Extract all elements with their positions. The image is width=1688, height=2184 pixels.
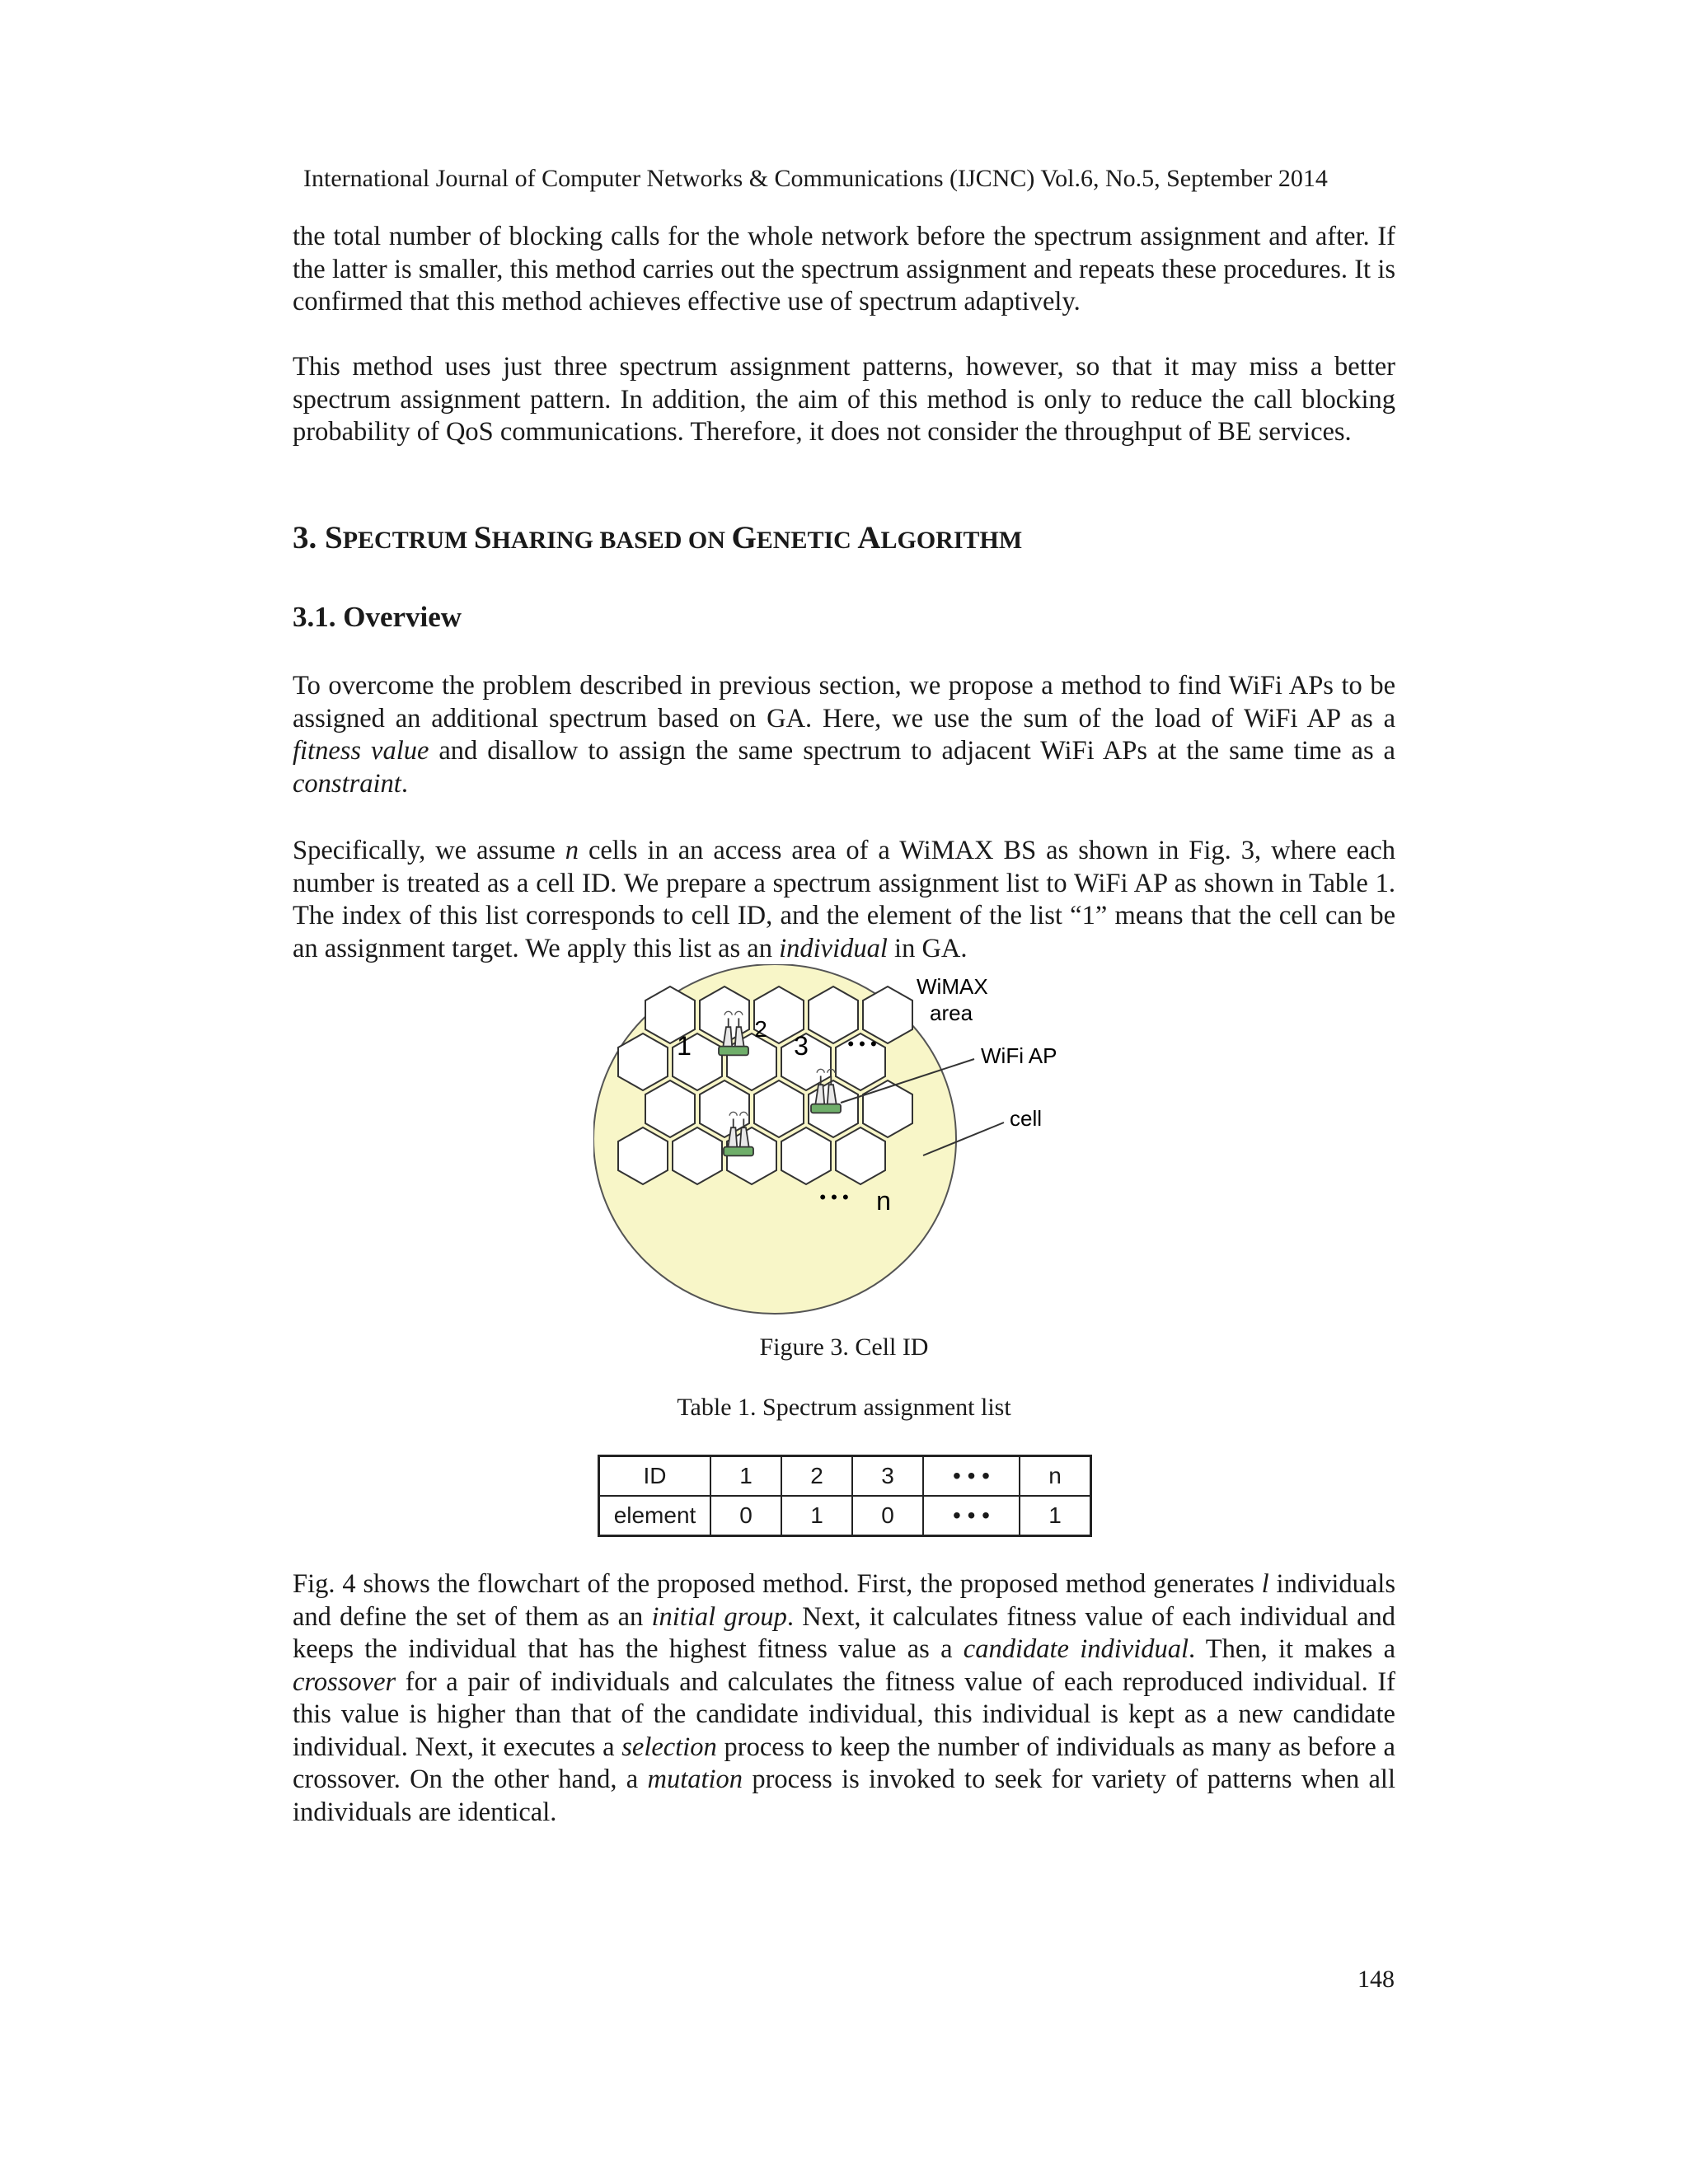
table-cell: 1 (1020, 1496, 1091, 1536)
text-run: and disallow to assign the same spectrum to adjacent WiFi APs at the same time as a (429, 736, 1395, 766)
cell-label-1: 1 (677, 1031, 692, 1061)
cell-label-3: 3 (794, 1031, 809, 1061)
cell-id-figure (593, 964, 1088, 1319)
text-run: for a pair of individuals and calculates the fitness value of each reproduced individual. If this value is higher than that of the candidate individual, this individual is kept as a new candidate individual. Next, it executes a (293, 1666, 1395, 1762)
text-run: process to keep the number of individuals as many as before a crossover. On the other hand, a (293, 1732, 1395, 1794)
table-cell: 1 (710, 1456, 781, 1497)
text-run: . Then, it makes a (1189, 1634, 1396, 1664)
table-row (599, 1456, 1091, 1497)
section-heading (293, 518, 1022, 561)
text-run: individuals and define the set of them as an (293, 1569, 1395, 1632)
section-title-part: G (731, 520, 757, 555)
paragraph-flowchart (293, 1568, 1395, 1829)
section-title-part: HARING BASED ON (491, 527, 732, 554)
subsection-heading: 3.1. Overview (293, 601, 462, 633)
table-cell: 0 (852, 1496, 923, 1536)
paragraph-blocking-calls: the total number of blocking calls for the whole network before the spectrum assignment and after. If the latter is smaller, this method carries out the spectrum assignment and repeats these procedures. It is confirmed that this method achieves effective use of spectrum adaptively. (293, 222, 1395, 316)
table-row (599, 1496, 1091, 1536)
emphasis-constraint: constraint (293, 768, 401, 799)
section-title-part: S (325, 520, 343, 555)
table-cell: 1 (781, 1496, 852, 1536)
table-cell: 3 (852, 1456, 923, 1497)
cell-label-n: n (876, 1186, 891, 1216)
emphasis-crossover: crossover (293, 1666, 396, 1697)
cell-label: cell (1010, 1106, 1043, 1131)
emphasis-candidate-individual: candidate individual (963, 1634, 1189, 1664)
table-cell: • • • (923, 1496, 1020, 1536)
spectrum-assignment-table (598, 1455, 1092, 1537)
emphasis-mutation: mutation (647, 1765, 743, 1794)
emphasis-l: l (1261, 1569, 1269, 1599)
emphasis-individual: individual (779, 933, 888, 963)
table-cell: 0 (710, 1496, 781, 1536)
emphasis-fitness-value: fitness value (293, 736, 429, 766)
wimax-area-label-2: area (930, 1001, 973, 1025)
figure-caption: Figure 3. Cell ID (759, 1333, 929, 1361)
table-cell: n (1020, 1456, 1091, 1497)
running-header: International Journal of Computer Networks & Communications (IJCNC) Vol.6, No.5, September 2014 (303, 165, 1328, 192)
table-cell: element (599, 1496, 711, 1536)
text-run: in GA. (887, 933, 968, 963)
emphasis-initial-group: initial group (651, 1601, 787, 1632)
text-run: To overcome the problem described in previous section, we propose a method to find WiFi APs to be assigned an additional spectrum based on GA. Here, we use the sum of the load of WiFi AP as a (293, 671, 1395, 733)
section-title-part: S (473, 520, 492, 555)
section-title-part: LGORITHM (880, 527, 1023, 554)
cell-ellipsis-bottom: • • • (819, 1187, 849, 1207)
text-run: . Next, it calculates fitness value of each individual and keeps the individual that has the highest fitness value as a (293, 1601, 1395, 1664)
text-run: Fig. 4 shows the flowchart of the proposed method. First, the proposed method generates (293, 1569, 1262, 1599)
paragraph-overview (293, 670, 1395, 800)
paragraph-method-limitations: This method uses just three spectrum assignment patterns, however, so that it may miss a better spectrum assignment pattern. In addition, the aim of this method is only to reduce the call blocking probability of QoS communications. Therefore, it does not consider the throughput of BE services. (293, 352, 1395, 447)
emphasis-selection: selection (621, 1732, 717, 1762)
text-run: process is invoked to seek for variety of patterns when all individuals are identical. (293, 1765, 1395, 1827)
text-run: Specifically, we assume (293, 836, 565, 865)
cell-label-2: 2 (754, 1016, 767, 1042)
table-cell: 2 (781, 1456, 852, 1497)
emphasis-n: n (565, 836, 579, 865)
page-number: 148 (1357, 1966, 1395, 1993)
table-caption: Table 1. Spectrum assignment list (677, 1394, 1011, 1421)
paragraph-cells (293, 835, 1395, 965)
section-title-part: A (857, 520, 881, 555)
text-run: cells in an access area of a WiMAX BS as shown in Fig. 3, where each number is treated as a cell ID. We prepare a spectrum assignment list to WiFi AP as shown in Table 1. The index of this list corresponds to cell ID, and the element of the list “1” means that the cell can be an assignment target. We apply this list as an (293, 836, 1395, 963)
wifi-ap-label: WiFi AP (981, 1043, 1057, 1068)
table-cell: ID (599, 1456, 711, 1497)
section-title-part: ENETIC (756, 527, 858, 554)
section-number: 3. (293, 520, 325, 555)
section-title-part: PECTRUM (342, 527, 474, 554)
cell-ellipsis-top: • • • (847, 1033, 877, 1054)
table-cell: • • • (923, 1456, 1020, 1497)
text-run: . (401, 768, 408, 799)
wimax-area-label: WiMAX (917, 974, 988, 999)
